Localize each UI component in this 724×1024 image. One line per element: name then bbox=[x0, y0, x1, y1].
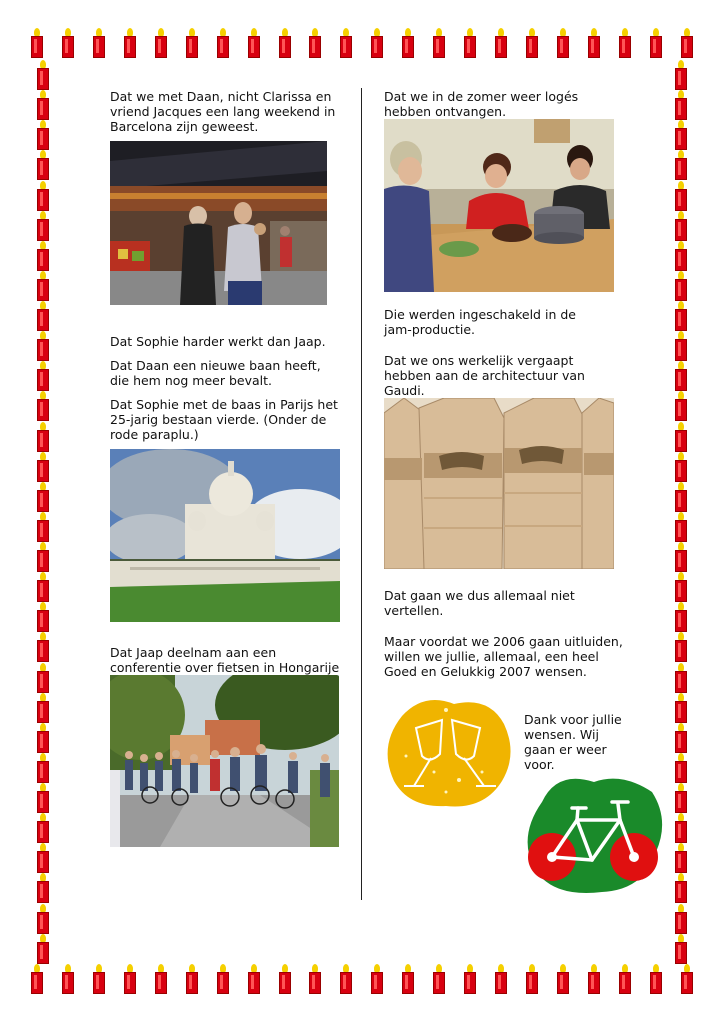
candle-icon bbox=[36, 120, 50, 150]
candle-icon bbox=[680, 28, 694, 58]
champagne-glasses-icon bbox=[384, 696, 514, 810]
candle-icon bbox=[680, 964, 694, 994]
candle-icon bbox=[674, 391, 688, 421]
candle-icon bbox=[36, 632, 50, 662]
candle-icon bbox=[36, 90, 50, 120]
candle-icon bbox=[36, 572, 50, 602]
candle-icon bbox=[674, 301, 688, 331]
candle-icon bbox=[247, 28, 261, 58]
candle-icon bbox=[36, 934, 50, 964]
candle-icon bbox=[525, 964, 539, 994]
candle-icon bbox=[36, 422, 50, 452]
candle-border-right bbox=[674, 60, 698, 964]
candle-icon bbox=[36, 181, 50, 211]
candle-icon bbox=[339, 964, 353, 994]
wishes-text: Maar voordat we 2006 gaan uitluiden, willen we jullie, allemaal, een heel Goed en Gelukkig 2007 wensen. bbox=[384, 634, 623, 679]
candle-icon bbox=[247, 964, 261, 994]
candle-icon bbox=[36, 60, 50, 90]
candle-icon bbox=[674, 150, 688, 180]
candle-icon bbox=[674, 271, 688, 301]
jam-text: Die werden ingeschakeld in de jam-productie. bbox=[384, 307, 576, 337]
candle-icon bbox=[674, 904, 688, 934]
candle-icon bbox=[674, 813, 688, 843]
gaudi-chimneys-photo bbox=[384, 398, 614, 569]
candle-icon bbox=[30, 964, 44, 994]
candle-icon bbox=[556, 28, 570, 58]
candle-icon bbox=[370, 28, 384, 58]
candle-icon bbox=[92, 964, 106, 994]
candle-icon bbox=[36, 602, 50, 632]
candle-icon bbox=[216, 964, 230, 994]
candle-icon bbox=[674, 512, 688, 542]
candle-icon bbox=[36, 512, 50, 542]
candle-icon bbox=[36, 693, 50, 723]
daan-job-text: Dat Daan een nieuwe baan heeft, die hem nog meer bevalt. bbox=[110, 358, 321, 388]
candle-icon bbox=[36, 783, 50, 813]
bicycle-icon bbox=[522, 772, 664, 896]
candle-icon bbox=[674, 181, 688, 211]
candle-border-left bbox=[36, 60, 60, 964]
candle-icon bbox=[401, 964, 415, 994]
candle-icon bbox=[36, 873, 50, 903]
candle-icon bbox=[494, 28, 508, 58]
candle-icon bbox=[674, 783, 688, 813]
candle-icon bbox=[36, 241, 50, 271]
candle-icon bbox=[649, 28, 663, 58]
candle-border-top bbox=[30, 28, 694, 60]
candle-icon bbox=[36, 843, 50, 873]
candle-icon bbox=[649, 964, 663, 994]
candle-icon bbox=[587, 964, 601, 994]
jam-kitchen-photo bbox=[384, 119, 614, 292]
candle-icon bbox=[36, 452, 50, 482]
column-divider bbox=[361, 88, 362, 900]
candle-icon bbox=[185, 28, 199, 58]
candle-icon bbox=[123, 28, 137, 58]
candle-icon bbox=[36, 150, 50, 180]
candle-icon bbox=[36, 904, 50, 934]
candle-icon bbox=[61, 28, 75, 58]
candle-icon bbox=[278, 964, 292, 994]
candle-icon bbox=[61, 964, 75, 994]
candle-icon bbox=[185, 964, 199, 994]
candle-icon bbox=[525, 28, 539, 58]
guests-text: Dat we in de zomer weer logés hebben ontvangen. bbox=[384, 89, 579, 119]
hungary-text: Dat Jaap deelnam aan een conferentie over fietsen in Hongarije bbox=[110, 645, 340, 675]
candle-icon bbox=[370, 964, 384, 994]
candle-icon bbox=[432, 964, 446, 994]
candle-icon bbox=[674, 542, 688, 572]
candle-icon bbox=[36, 753, 50, 783]
candle-icon bbox=[618, 964, 632, 994]
candle-icon bbox=[674, 843, 688, 873]
candle-icon bbox=[463, 28, 477, 58]
candle-icon bbox=[674, 572, 688, 602]
candle-icon bbox=[674, 753, 688, 783]
candle-icon bbox=[674, 482, 688, 512]
thanks-text: Dank voor jullie wensen. Wij gaan er weer voor. bbox=[524, 712, 622, 772]
sacre-coeur-photo bbox=[110, 449, 340, 622]
candle-icon bbox=[36, 723, 50, 753]
paris-text: Dat Sophie met de baas in Parijs het 25-jarig bestaan vierde. (Onder de rode paraplu.) bbox=[110, 397, 338, 442]
candle-icon bbox=[674, 361, 688, 391]
candle-icon bbox=[618, 28, 632, 58]
candle-icon bbox=[674, 632, 688, 662]
candle-icon bbox=[674, 90, 688, 120]
candle-icon bbox=[674, 241, 688, 271]
candle-icon bbox=[401, 28, 415, 58]
hungary-cycling-photo bbox=[110, 675, 339, 847]
candle-icon bbox=[674, 452, 688, 482]
candle-icon bbox=[154, 964, 168, 994]
candle-icon bbox=[36, 542, 50, 572]
candle-icon bbox=[674, 693, 688, 723]
candle-icon bbox=[123, 964, 137, 994]
candle-icon bbox=[308, 964, 322, 994]
gaudi-text: Dat we ons werkelijk vergaapt hebben aan de architectuur van Gaudi. bbox=[384, 353, 585, 398]
candle-icon bbox=[432, 28, 446, 58]
candle-icon bbox=[674, 120, 688, 150]
candle-icon bbox=[36, 482, 50, 512]
candle-border-bottom bbox=[30, 964, 694, 996]
candle-icon bbox=[674, 331, 688, 361]
candle-icon bbox=[30, 28, 44, 58]
candle-icon bbox=[278, 28, 292, 58]
candle-icon bbox=[92, 28, 106, 58]
candle-icon bbox=[674, 723, 688, 753]
candle-icon bbox=[674, 934, 688, 964]
candle-icon bbox=[674, 422, 688, 452]
candle-icon bbox=[36, 331, 50, 361]
candle-icon bbox=[494, 964, 508, 994]
candle-icon bbox=[36, 271, 50, 301]
candle-icon bbox=[36, 663, 50, 693]
candle-icon bbox=[216, 28, 230, 58]
sophie-work-text: Dat Sophie harder werkt dan Jaap. bbox=[110, 334, 326, 349]
candle-icon bbox=[674, 873, 688, 903]
candle-icon bbox=[674, 663, 688, 693]
not-telling-text: Dat gaan we dus allemaal niet vertellen. bbox=[384, 588, 575, 618]
candle-icon bbox=[36, 361, 50, 391]
candle-icon bbox=[556, 964, 570, 994]
candle-icon bbox=[463, 964, 477, 994]
candle-icon bbox=[154, 28, 168, 58]
candle-icon bbox=[308, 28, 322, 58]
barcelona-market-photo bbox=[110, 141, 327, 305]
candle-icon bbox=[36, 813, 50, 843]
candle-icon bbox=[36, 211, 50, 241]
candle-icon bbox=[36, 391, 50, 421]
barcelona-text: Dat we met Daan, nicht Clarissa en vriend Jacques een lang weekend in Barcelona zijn geweest. bbox=[110, 89, 336, 134]
candle-icon bbox=[587, 28, 601, 58]
candle-icon bbox=[674, 602, 688, 632]
candle-icon bbox=[674, 211, 688, 241]
candle-icon bbox=[36, 301, 50, 331]
candle-icon bbox=[339, 28, 353, 58]
candle-icon bbox=[674, 60, 688, 90]
